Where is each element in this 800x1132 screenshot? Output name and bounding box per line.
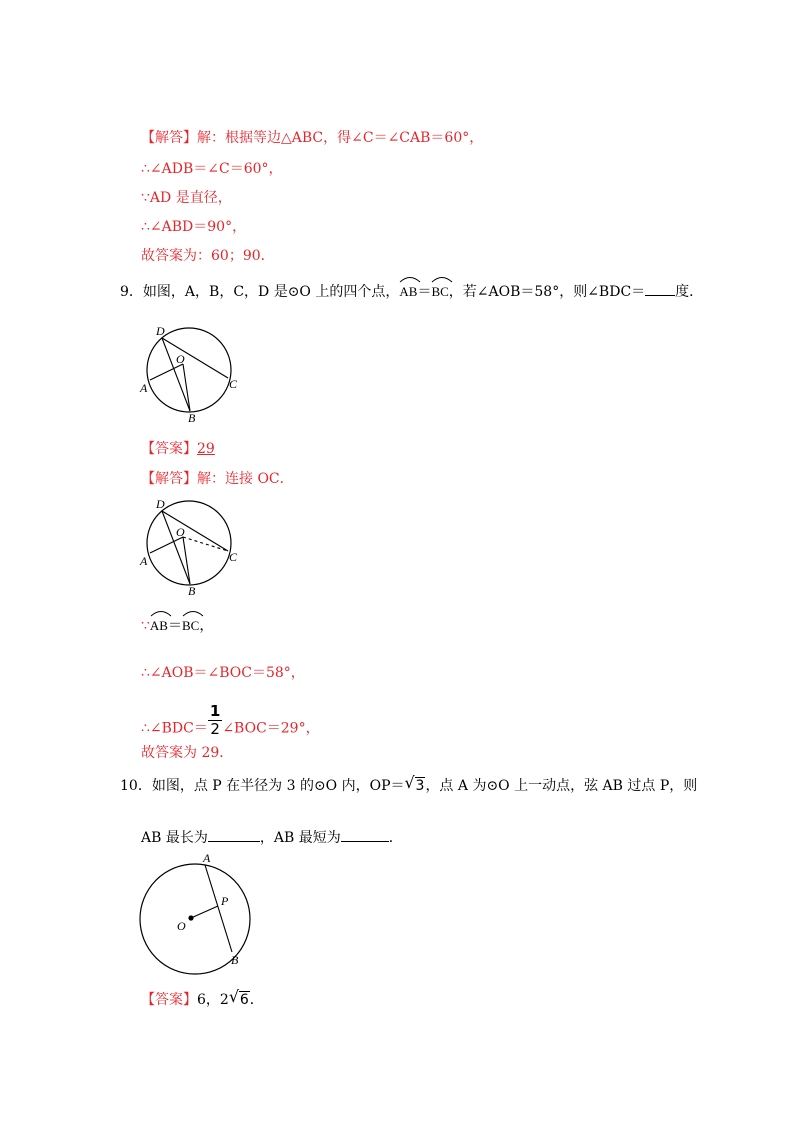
- sqrt-3: [404, 773, 426, 796]
- q9-answer-value: 29: [197, 441, 215, 457]
- q9-sol-arc-ab-label: AB: [149, 618, 168, 633]
- q10-label-b: B: [231, 953, 239, 967]
- q10-segment-op: [191, 906, 218, 918]
- q9-fig2-label-c: C: [229, 550, 238, 564]
- q10-label-a: A: [203, 851, 211, 865]
- q8-solution-text-1: 解：根据等边△ABC，得∠C＝∠CAB＝60°，: [197, 130, 484, 146]
- arc-bc-label: BC: [431, 284, 449, 299]
- q10-shortest-blank: [341, 827, 389, 842]
- q9-sol-equals: ＝: [167, 618, 182, 634]
- q10-center-point: [188, 915, 193, 920]
- q9-solution-line-4: [141, 702, 320, 746]
- q8-solution-line-3: ∵AD 是直径，: [141, 190, 232, 206]
- q9-fig1-chord-db: [162, 338, 190, 411]
- sqrt-6-value: 6: [239, 992, 249, 1008]
- q9-fig1-chord-dc: [162, 338, 228, 378]
- q8-solution-line-1: [141, 128, 483, 148]
- q9-fig1-label-d: D: [156, 324, 165, 338]
- q9-fig1-label-o: O: [176, 352, 185, 366]
- q9-solution-text-4b: ∠BOC＝29°，: [222, 720, 320, 737]
- q10-number: 10．: [120, 778, 152, 794]
- q10-text-2b: ，AB 最短为: [259, 830, 341, 846]
- q9-because-symbol: ∵: [141, 618, 150, 634]
- q10-text-2c: ．: [388, 830, 403, 846]
- q10-stem-text-a: 如图，点 P 在半径为 3 的⊙O 内，OP＝: [151, 778, 405, 794]
- q8-solution-line-5: 故答案为：60；90．: [141, 248, 275, 264]
- q10-label-p: P: [221, 894, 229, 908]
- arc-ab: [399, 282, 417, 302]
- sqrt-3-radical-icon: √: [404, 773, 415, 792]
- arc-bc: [431, 282, 448, 302]
- q9-fig1-label-b: B: [188, 411, 196, 425]
- q9-fig2-label-o: O: [176, 525, 185, 539]
- q9-stem-text-c: 度．: [675, 284, 704, 300]
- q9-fig2-label-b: B: [188, 584, 196, 598]
- arc-bc-mark: [431, 275, 453, 283]
- q10-answer-a: 6，2: [197, 992, 229, 1008]
- q8-solution-bracket: 【解答】: [141, 130, 197, 146]
- q9-sol-comma: ，: [199, 618, 214, 634]
- q8-solution-line-2: ∴∠ADB＝∠C＝60°，: [141, 161, 283, 177]
- q10-answer-line: [141, 987, 264, 1010]
- q9-solution-line-1: [141, 469, 294, 489]
- q10-longest-blank: [208, 827, 260, 842]
- q9-answer-bracket: 【答案】: [141, 441, 197, 457]
- q9-answer-line: [141, 439, 215, 459]
- q9-answer-blank: [645, 281, 675, 296]
- q10-answer-bracket: 【答案】: [141, 992, 197, 1008]
- sqrt-6-radical-icon: √: [228, 987, 240, 1006]
- q9-sol-arc-bc: [182, 616, 199, 636]
- q9-fig1-radius-oa: [150, 364, 183, 380]
- q9-equals: ＝: [417, 284, 432, 300]
- sqrt-3-value: 3: [415, 778, 425, 794]
- q9-solution-text-4a: ∴∠BDC＝: [141, 720, 208, 737]
- fraction-denominator: 2: [210, 720, 220, 738]
- sqrt-6: [228, 987, 250, 1010]
- q10-figure: [130, 848, 260, 976]
- q9-fig1-label-a: A: [140, 381, 148, 395]
- q9-stem: [120, 281, 703, 302]
- q9-figure-2: [135, 493, 245, 598]
- q10-stem-line-2: [141, 827, 403, 848]
- q10-label-o: O: [177, 919, 186, 933]
- q8-solution-line-4: ∴∠ABD＝90°，: [141, 219, 247, 235]
- one-half-fraction: [208, 703, 222, 738]
- q9-fig2-dashed-oc: [183, 537, 228, 551]
- q10-stem: [120, 773, 698, 796]
- q9-fig1-circle: [147, 328, 231, 412]
- q10-stem-text-b: ，点 A 为⊙O 上一动点，弦 AB 过点 P，则: [425, 778, 698, 794]
- q9-fig2-radius-oa: [150, 537, 183, 553]
- q9-sol-arc-ab: [150, 616, 168, 636]
- q9-figure-1: [135, 320, 245, 425]
- q9-stem-text-b: ，若∠AOB＝58°，则∠BDC＝: [448, 284, 646, 300]
- fraction-numerator: 1: [209, 702, 221, 720]
- arc-ab-label: AB: [399, 284, 418, 299]
- q9-solution-bracket: 【解答】: [141, 471, 197, 487]
- q9-solution-line-3: ∴∠AOB＝∠BOC＝58°，: [141, 665, 305, 681]
- q10-chord-ab: [205, 865, 232, 952]
- q9-fig2-label-d: D: [156, 497, 165, 511]
- q9-fig2-chord-dc: [162, 511, 228, 551]
- q9-number: 9．: [120, 284, 143, 300]
- q10-text-2a: AB 最长为: [141, 830, 208, 846]
- arc-ab-mark: [399, 275, 421, 283]
- q9-fig2-radius-ob: [183, 537, 190, 584]
- q9-fig1-label-c: C: [229, 377, 238, 391]
- q9-solution-line-5: 故答案为 29．: [141, 745, 234, 761]
- q10-answer-b: ．: [249, 992, 264, 1008]
- q9-stem-text-a: 如图，A，B，C，D 是⊙O 上的四个点，: [142, 284, 400, 300]
- q9-sol-arc-bc-label: BC: [181, 618, 200, 633]
- q9-solution-text-1: 解：连接 OC．: [197, 471, 294, 487]
- q9-fig2-chord-db: [162, 511, 190, 584]
- q9-fig2-circle: [147, 501, 231, 585]
- q9-sol-arc-ab-mark: [150, 609, 172, 617]
- q9-fig2-label-a: A: [140, 554, 148, 568]
- q9-fig1-radius-ob: [183, 364, 190, 411]
- q9-sol-arc-bc-mark: [182, 609, 204, 617]
- q9-solution-line-2: [141, 616, 213, 636]
